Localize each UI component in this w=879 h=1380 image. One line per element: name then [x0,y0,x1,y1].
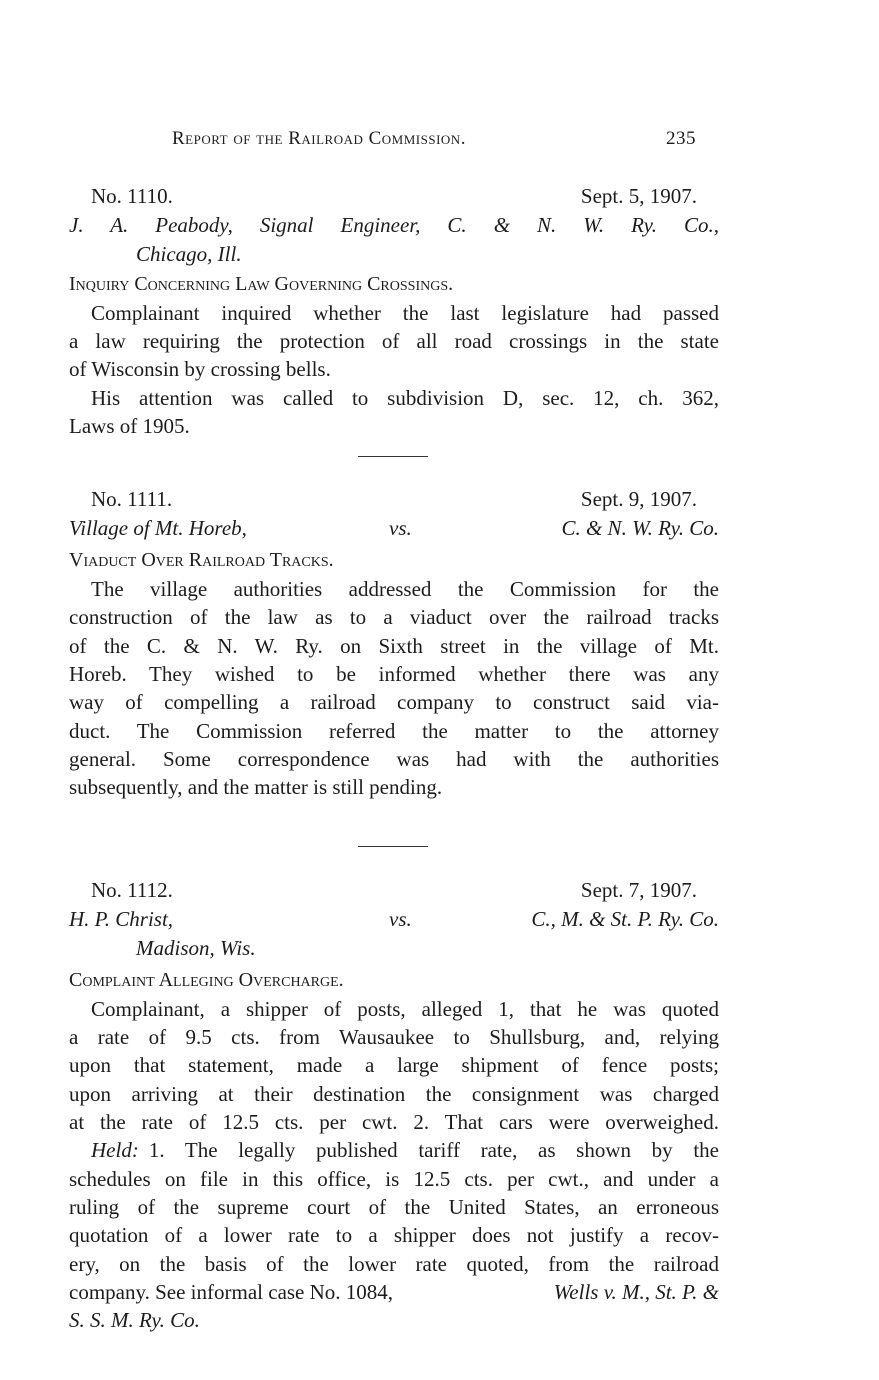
case-1111-parties [69,514,719,542]
case-1110-party-location: Chicago, Ill. [136,242,242,266]
case-1112-heading [69,876,719,904]
held-line: ruling of the supreme court of the United States, an erroneous [69,1195,719,1219]
case-number: No. 1111. [91,487,173,511]
versus: vs. [389,907,412,931]
held-text: 1. The legally published tariff rate, as shown by the [148,1138,719,1162]
body-line: construction of the law as to a viaduct over the railroad tracks [69,605,719,629]
body-line: at the rate of 12.5 cts. per cwt. 2. That cars were overweighed. [69,1110,719,1134]
body-line: upon arriving at their destination the consignment was charged [69,1082,719,1106]
body-line: subsequently, and the matter is still pending. [69,775,443,799]
case-1110-subject: Inquiry Concerning Law Governing Crossings. [69,273,454,295]
body-line: general. Some correspondence was had with the authorities [69,747,719,771]
case-1111-heading [69,485,719,513]
held-line: quotation of a lower rate to a shipper does not justify a recov- [69,1223,719,1247]
body-line: a law requiring the protection of all road crossings in the state [69,329,719,353]
plaintiff: H. P. Christ, [69,907,174,931]
running-header [172,128,696,150]
plaintiff-location: Madison, Wis. [136,936,256,960]
case-number: No. 1110. [91,184,173,208]
case-1112-subject: Complaint Alleging Overcharge. [69,969,344,991]
body-line: The village authorities addressed the Commission for the [91,577,719,601]
versus: vs. [389,516,412,540]
held-line [69,1278,719,1306]
body-line: Horeb. They wished to be informed whether there was any [69,662,719,686]
section-divider [358,846,428,847]
case-1111-subject: Viaduct Over Railroad Tracks. [69,549,334,571]
held-text: company. See informal case No. 1084, [69,1280,394,1304]
body-line: Complainant inquired whether the last legislature had passed [91,301,719,325]
body-line: Complainant, a shipper of posts, alleged 1, that he was quoted [91,997,719,1021]
case-1110-heading [69,182,719,210]
citation: Wells v. M., St. P. & [553,1280,719,1304]
body-line: way of compelling a railroad company to construct said via- [69,690,719,714]
case-1110-party: J. A. Peabody, Signal Engineer, C. & N. W. Ry. Co., [69,213,719,237]
case-date: Sept. 9, 1907. [580,487,697,511]
plaintiff: Village of Mt. Horeb, [69,516,247,540]
defendant: C., M. & St. P. Ry. Co. [531,907,719,931]
body-line: duct. The Commission referred the matter to the attorney [69,719,719,743]
body-line: Laws of 1905. [69,414,190,438]
held-line [69,1136,719,1164]
case-date: Sept. 5, 1907. [580,184,697,208]
body-line: upon that statement, made a large shipment of fence posts; [69,1053,719,1077]
held-line: ery, on the basis of the lower rate quoted, from the railroad [69,1252,719,1276]
page-number: 235 [666,128,696,149]
citation: S. S. M. Ry. Co. [69,1308,200,1332]
held-label: Held: [91,1138,139,1162]
case-number: No. 1112. [91,878,173,902]
body-line: of Wisconsin by crossing bells. [69,357,331,381]
held-line: schedules on file in this office, is 12.5 cts. per cwt., and under a [69,1167,719,1191]
header-title: Report of the Railroad Commission. [172,128,466,149]
body-line: His attention was called to subdivision D, sec. 12, ch. 362, [91,386,719,410]
case-date: Sept. 7, 1907. [580,878,697,902]
case-1112-parties [69,905,719,933]
body-line: of the C. & N. W. Ry. on Sixth street in the village of Mt. [69,634,719,658]
section-divider [358,456,428,457]
body-line: a rate of 9.5 cts. from Wausaukee to Shullsburg, and, relying [69,1025,719,1049]
defendant: C. & N. W. Ry. Co. [561,516,719,540]
